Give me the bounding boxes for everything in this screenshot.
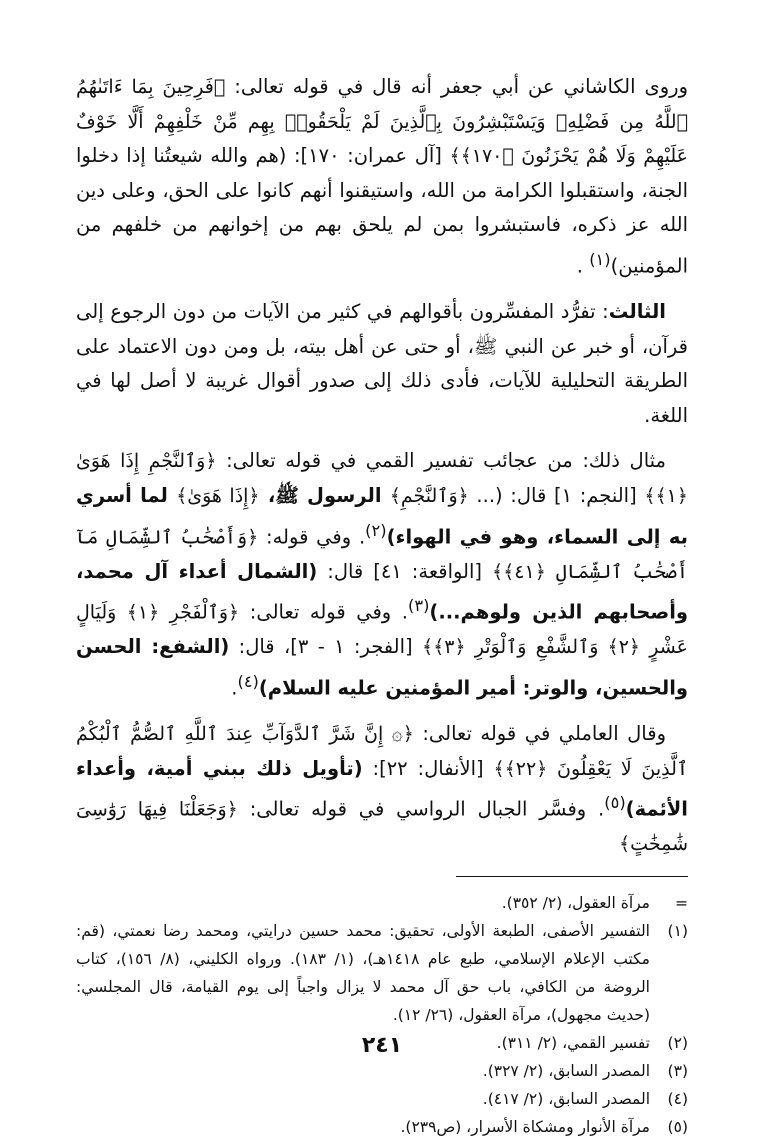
footnote-ref: (٤) — [237, 672, 259, 691]
quran-verse: ﴿فَرِحِينَ بِمَا ءَاتَىٰهُمُ ٱللَّهُ مِن فَضْلِهِۦ وَيَسْتَبْشِرُونَ بِٱلَّذِينَ لَمْ يَلْحَقُوا۟ بِهِم مِّنْ خَلْفِهِمْ أَلَّا خَوْفٌ عَلَيْهِمْ وَلَا هُمْ يَحْزَنُونَ ﴿١٧٠﴾﴾ — [76, 76, 688, 168]
text-run: . وفي قوله: — [258, 525, 366, 549]
main-text — [76, 70, 688, 862]
bold-text: الرسول ﷺ، — [259, 484, 390, 508]
quran-verse: ﴿۞ إِنَّ شَرَّ ٱلدَّوَآبِّ عِندَ ٱللَّهِ ٱلصُّمُّ ٱلْبُكْمُ ٱلَّذِينَ لَا يَعْقِلُونَ ﴿٢٢﴾﴾ — [76, 723, 689, 780]
bold-text: لما أسري به إلى السماء، وهو في الهواء) — [76, 484, 688, 549]
paragraph — [76, 295, 688, 433]
footnote — [76, 889, 688, 917]
footnote-text: التفسير الأصفى، الطبعة الأولى، تحقيق: محمد حسين درايتي، ومحمد رضا نعمتي، (قم: مكتب الإعلام الإسلامي، طبع عام ١٤١٨هـ)، (١/ ١٨٣). ورواه الكليني، (٨/ ١٥٦)، كتاب الروضة من الكافي، باب حق آل محمد لا يزال واجباً إلى يوم القيامة، قال المجلسي: (حديث مجهول)، مرآة العقول، (٢٦/ ١٢). — [76, 921, 650, 1024]
footnote-text: المصدر السابق، (٢/ ٤١٧). — [482, 1089, 650, 1108]
text-run: . — [231, 676, 238, 700]
footnote-number: (٣) — [667, 1061, 688, 1080]
footnote-number: (١) — [667, 921, 688, 940]
footnote-ref: (٣) — [408, 596, 430, 616]
paragraph — [76, 444, 688, 706]
footnote — [76, 917, 688, 1029]
bold-text: الثالث — [608, 300, 666, 324]
text-run: . وفسَّر الجبال الرواسي في قوله تعالى: — [237, 797, 605, 821]
quran-verse: ﴿إِذَا هَوَىٰ﴾ — [176, 485, 260, 508]
text-run: [الفجر: ١ - ٣]، قال: — [229, 635, 422, 659]
footnote-text: مرآة العقول، (٢/ ٣٥٢). — [501, 893, 650, 912]
bold-text: (تأويل ذلك ببني أمية، وأعداء الأئمة) — [76, 756, 688, 821]
footnote-text: مرآة الأنوار ومشكاة الأسرار، (ص٢٣٩). — [400, 1117, 650, 1136]
footnote-number: (٥) — [667, 1117, 688, 1136]
text-run: : تفرُّد المفسِّرون بأقوالهم في كثير من الآيات من دون الرجوع إلى قرآن، أو خبر عن النبي ﷺ، أو حتى عن أهل بيته، بل ومن دون الاعتماد على الطريقة التحليلية للآيات، فأدى ذلك إلى صدور أقوال غريبة لا أصل لها في اللغة. — [76, 300, 688, 427]
footnote-text: المصدر السابق، (٢/ ٣٢٧). — [482, 1061, 650, 1080]
paragraph — [76, 717, 688, 862]
footnote-ref: (٢) — [365, 520, 387, 540]
footnote-ref: (٥) — [604, 793, 626, 813]
text-run: وروى الكاشاني عن أبي جعفر أنه قال في قوله تعالى: — [225, 75, 689, 98]
footnote-number: (٤) — [667, 1089, 688, 1108]
text-run: [النجم: ١] قال: (... — [468, 484, 645, 508]
bold-text: (الشفع: الحسن والحسين، والوتر: أمير المؤمنين عليه السلام) — [76, 635, 688, 700]
text-run: [الواقعة: ٤١] قال: — [317, 559, 493, 583]
quran-verse: ﴿وَأَصْحَٰبُ ٱلشِّمَالِ مَآ أَصْحَٰبُ ٱلشِّمَالِ ﴿٤١﴾﴾ — [76, 526, 688, 583]
footnote — [76, 1085, 688, 1113]
footnote-text: تفسير القمي، (٢/ ٣١١). — [496, 1033, 650, 1052]
quran-verse: ﴿وَجَعَلْنَا فِيهَا رَوَٰسِىَ شَٰمِخَٰتٍ﴾ — [76, 798, 688, 856]
text-run: . وفي قوله تعالى: — [239, 600, 408, 624]
footnote — [76, 1057, 688, 1085]
footnotes — [76, 889, 688, 1141]
text-run: مثال ذلك: من عجائب تفسير القمي في قوله تعالى: — [216, 449, 666, 473]
quran-verse: ﴿وَٱلنَّجْمِ﴾ — [389, 485, 469, 508]
quran-verse: ﴿وَٱلنَّجْمِ إِذَا هَوَىٰ ﴿١﴾﴾ — [76, 450, 688, 508]
text-run: . — [576, 254, 590, 278]
paragraph — [76, 70, 688, 284]
page-number: ٢٤١ — [361, 1033, 403, 1058]
text-run: [آل عمران: ١٧٠]: (هم والله شيعتُنا إذا دخلوا الجنة، واستقبلوا الكرامة من الله، واستيقنوا أنهم كانوا على الحق، وعلى دين الله عز ذكره، فاستبشروا بمن لم يلحق بهم من إخوانهم من خلفهم من المؤمنين) — [76, 144, 688, 278]
text-run: وقال العاملي في قوله تعالى: — [413, 722, 666, 746]
footnote-number: = — [675, 893, 688, 912]
footnote — [76, 1113, 688, 1141]
text-run: [الأنفال: ٢٢]: — [362, 756, 494, 780]
bold-text: (الشمال أعداء آل محمد، وأصحابهم الذين ولوهم...) — [76, 559, 689, 624]
footnote-number: (٢) — [667, 1033, 688, 1052]
quran-verse: ﴿وَٱلْفَجْرِ ﴿١﴾ وَلَيَالٍ عَشْرٍ ﴿٢﴾ وَٱلشَّفْعِ وَٱلْوَتْرِ ﴿٣﴾﴾ — [76, 601, 688, 659]
footnote-ref: (١) — [589, 249, 611, 269]
footnote-divider — [456, 876, 688, 877]
